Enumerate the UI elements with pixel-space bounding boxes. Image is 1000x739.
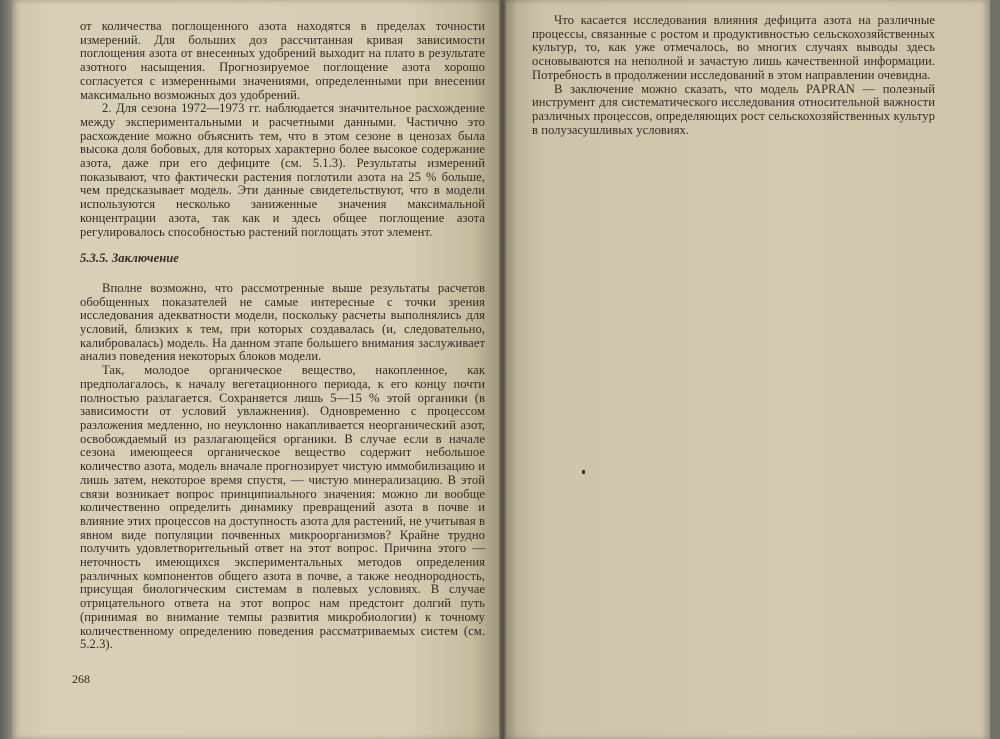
left-page-text [80,20,485,652]
paragraph: 2. Для сезона 1972—1973 гг. наблюдается значительное расхождение между экспериментальными и расчетными данными. Частично это расхождение можно объяснить тем, что в этом сезоне в ценозах была высока доля бобовых, для которых характерно более высокое содержание азота, даже при его дефиците (см. 5.1.3). Результаты измерений показывают, что фактически растения поглотили азота на 25 % больше, чем предсказывает модель. Эти данные свидетельствуют, что в модели используются несколько заниженные значения максимальной концентрации азота, так как и здесь общее поглощение азота регулировалось способностью растений поглощать этот элемент. [80,101,485,239]
section-heading: 5.3.5. Заключение [80,251,179,266]
page-number: 268 [72,672,90,686]
book-gutter [499,0,506,739]
paragraph: Что касается исследования влияния дефицита азота на различные процессы, связанные с ростом и продуктивностью сельскохозяйственных культур, то, как уже отмечалось, во многих случаях выводы здесь основываются на неполной и зачастую лишь качественной информации. Потребность в продолжении исследований в этом направлении очевидна. [532,13,935,82]
ink-mark [582,470,585,474]
paragraph: Так, молодое органическое вещество, накопленное, как предполагалось, к началу вегетационного периода, к его концу почти полностью разлагается. Сохраняется лишь 5—15 % этой органики (в зависимости от условий увлажнения). Одновременно с процессом разложения медленно, но неуклонно накапливается неорганический азот, освобождаемый из разлагающейся органики. В случае если в начале сезона имеющееся органическое вещество содержит небольшое количество азота, модель вначале прогнозирует чистую иммобилизацию и лишь затем, некоторое время спустя, — чистую минерализацию. В этой связи возникает вопрос принципиального значения: можно ли вообще количественно определить динамику превращений азота в почве и влияние этих процессов на доступность азота для растений, не учитывая в явном виде популяции почвенных микроорганизмов? Крайне трудно получить удовлетворительный ответ на этот вопрос. Причина этого — неточность имеющихся экспериментальных методов определения различных компонентов общего азота в почве, а также неоднородность, присущая биологическим системам в полевых условиях. В случае отрицательного ответа на этот вопрос нам предстоит долгий путь (принимая во внимание темпы развития микробиологии) к точному количественному определению поведения рассматриваемых систем (см. 5.2.3). [80,363,485,652]
paragraph: В заключение можно сказать, что модель PAPRAN — полезный инструмент для систематического исследования относительной важности различных процессов, определяющих рост сельскохозяйственных культур в полузасушливых условиях. [532,81,935,137]
right-page-text [532,14,935,137]
paragraph: Вполне возможно, что рассмотренные выше результаты расчетов обобщенных показателей не самые интересные с точки зрения исследования адекватности модели, поскольку расчеты выполнялись для условий, близких к тем, при которых создавалась (и, следовательно, калибровалась) модель. На данном этапе большего внимания заслуживает анализ поведения некоторых блоков модели. [80,280,485,364]
paragraph: от количества поглощенного азота находятся в пределах точности измерений. Для больших доз рассчитанная кривая зависимости поглощения азота от внесенных удобрений выходит на плато в результате азотного насыщения. Прогнозируемое поглощение азота хорошо согласуется с измеренными значениями, определенными при внесении максимально возможных доз удобрений. [80,19,485,102]
